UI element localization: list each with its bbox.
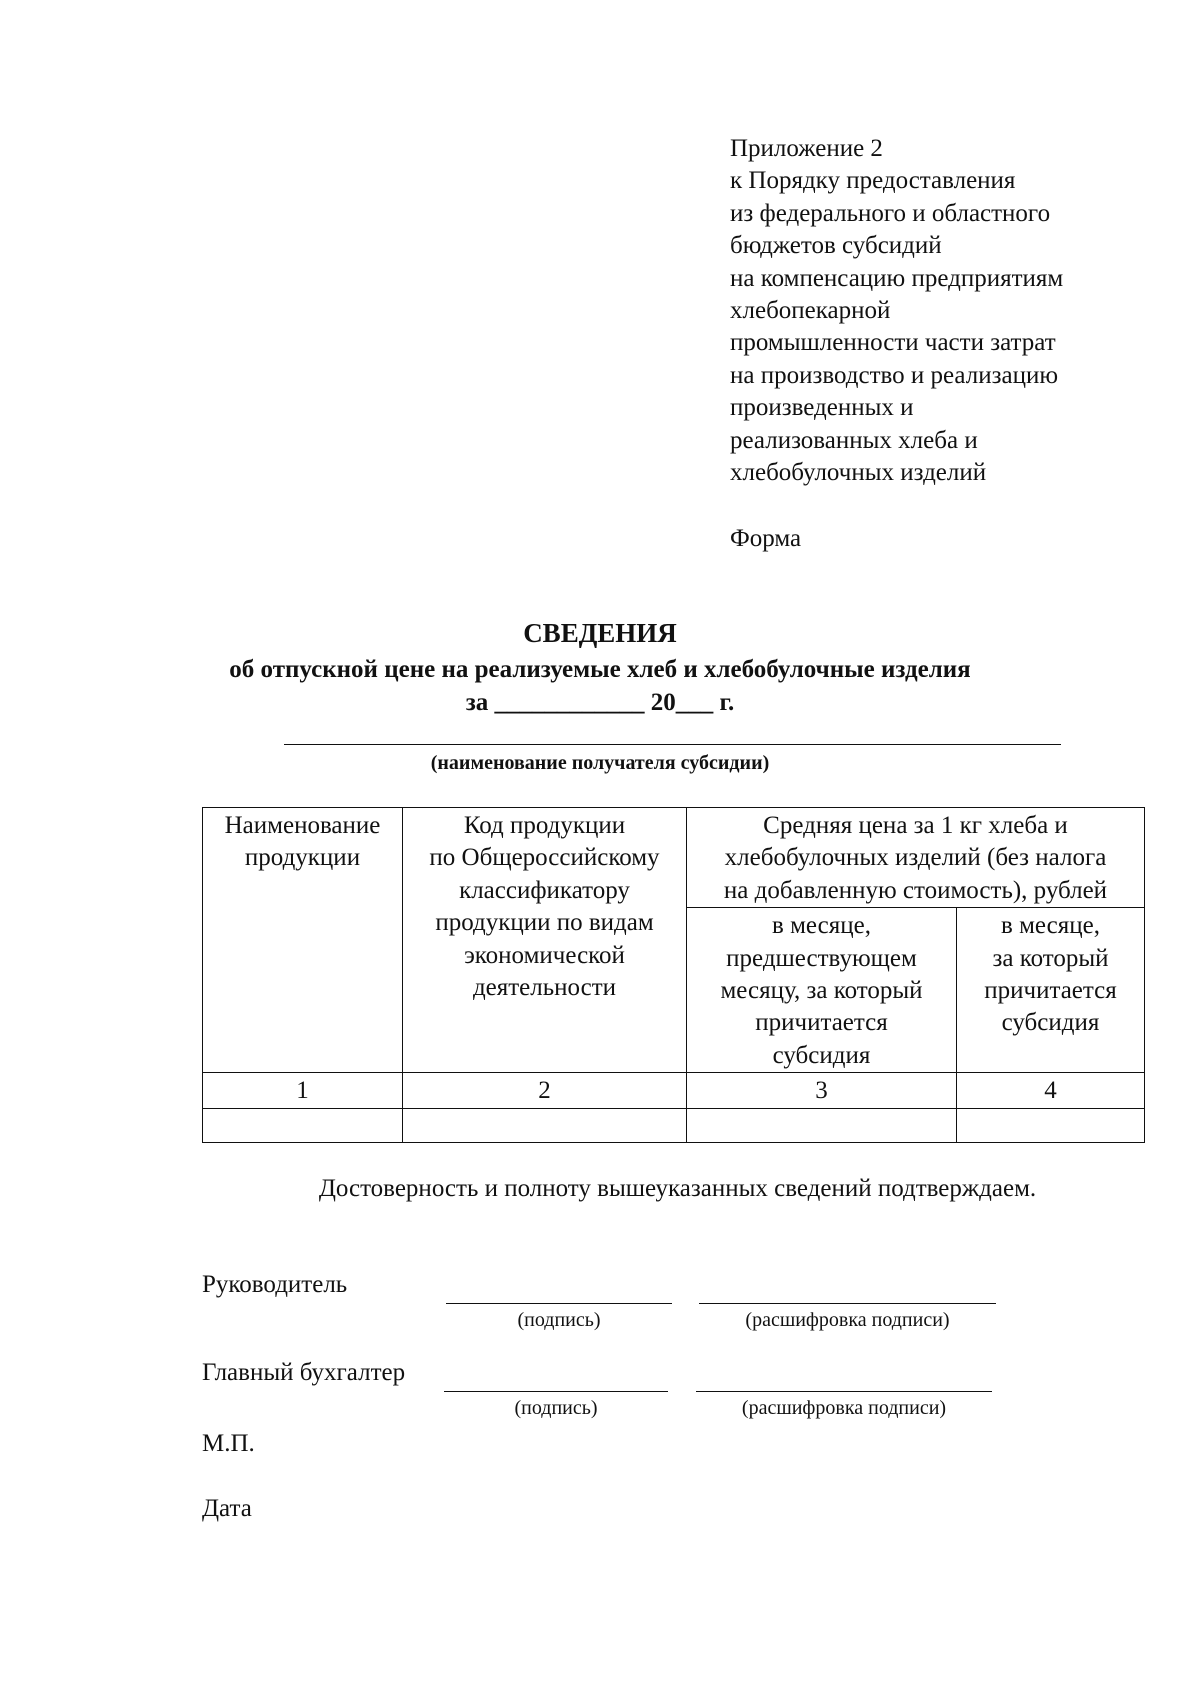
- appendix-line: реализованных хлеба и: [730, 426, 978, 454]
- table-cell[interactable]: [957, 1108, 1145, 1142]
- appendix-line: на компенсацию предприятиям: [730, 264, 1064, 292]
- table-cell[interactable]: [403, 1108, 687, 1142]
- appendix-block: [730, 133, 1150, 489]
- column-number: 1: [203, 1073, 403, 1108]
- decoding-caption: (расшифровка подписи): [745, 1309, 950, 1331]
- header-product-code: Код продукции по Общероссийскому классификатору продукции по видам экономической деятельности: [403, 808, 687, 1073]
- appendix-line: бюджетов субсидий: [730, 232, 942, 260]
- table-cell[interactable]: [203, 1108, 403, 1142]
- accountant-signature-line[interactable]: [444, 1391, 668, 1392]
- appendix-line: Приложение 2: [730, 135, 883, 162]
- date-label: Дата: [202, 1495, 252, 1522]
- header-subsidy-month: в месяце, за который причитается субсидия: [957, 908, 1145, 1073]
- column-number: 4: [957, 1073, 1145, 1108]
- head-signature-line[interactable]: [446, 1303, 672, 1304]
- appendix-line: промышленности части затрат: [730, 329, 1056, 357]
- column-number: 2: [403, 1073, 687, 1108]
- table-cell[interactable]: [687, 1108, 957, 1142]
- head-label: Руководитель: [202, 1271, 348, 1298]
- appendix-line: хлебопекарной: [730, 297, 891, 325]
- signature-caption: (подпись): [514, 1397, 598, 1419]
- appendix-line: хлебобулочных изделий: [730, 459, 987, 487]
- decoding-caption: (расшифровка подписи): [741, 1397, 947, 1419]
- column-number-row: [203, 1073, 1145, 1108]
- header-average-price: Средняя цена за 1 кг хлеба и хлебобулочных изделий (без налога на добавленную стоимость), рублей: [687, 808, 1145, 908]
- recipient-name-line[interactable]: [284, 744, 1061, 745]
- form-label: Форма: [730, 525, 802, 552]
- column-number: 3: [687, 1073, 957, 1108]
- accountant-decoding-line[interactable]: [696, 1391, 992, 1392]
- head-decoding-line[interactable]: [699, 1303, 996, 1304]
- appendix-line: на производство и реализацию: [730, 361, 1059, 389]
- table-row: [203, 1108, 1145, 1142]
- period-line: за ____________ 20___ г.: [465, 689, 735, 716]
- recipient-hint: (наименование получателя субсидии): [430, 752, 770, 774]
- appendix-line: произведенных и: [730, 394, 914, 422]
- document-subtitle: об отпускной цене на реализуемые хлеб и хлебобулочные изделия: [229, 656, 971, 683]
- price-table: [202, 807, 1145, 1143]
- appendix-line: из федерального и областного: [730, 199, 1051, 227]
- header-previous-month: в месяце, предшествующем месяцу, за который причитается субсидия: [687, 908, 957, 1073]
- confirmation-text: Достоверность и полноту вышеуказанных сведений подтверждаем.: [318, 1175, 1037, 1202]
- header-product-name: Наименование продукции: [203, 808, 403, 1073]
- signature-caption: (подпись): [517, 1309, 601, 1331]
- seal-label: М.П.: [202, 1430, 255, 1457]
- document-heading: СВЕДЕНИЯ: [523, 618, 677, 648]
- appendix-line: к Порядку предоставления: [730, 167, 1016, 195]
- accountant-label: Главный бухгалтер: [202, 1359, 406, 1386]
